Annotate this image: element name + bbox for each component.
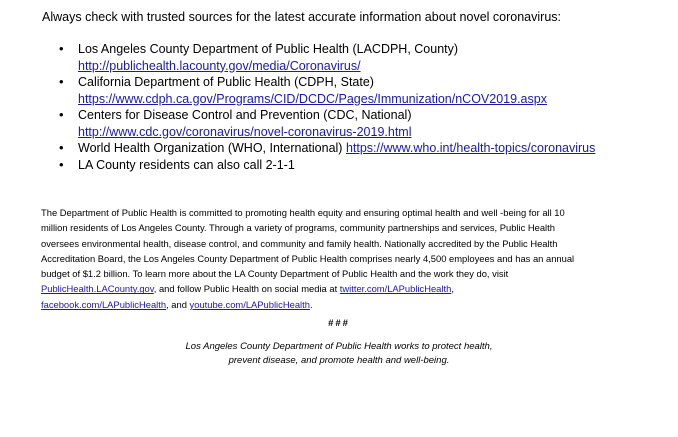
about-line (41, 297, 653, 312)
mission-tagline (0, 340, 678, 368)
about-text: , and (166, 298, 190, 310)
source-link-who[interactable]: https://www.who.int/health-topics/coronavirus (345, 141, 596, 155)
about-line: budget of $1.2 billion. To learn more about the LA County Department of Public Health and the work they do, visit (41, 268, 509, 280)
source-item-cdc (59, 107, 595, 140)
source-item-lacdph (59, 41, 595, 74)
about-line: Accreditation Board, the Los Angeles County Department of Public Health comprises nearly 4,500 employees and has an annual (41, 252, 575, 264)
source-link-cdph[interactable]: https://www.cdph.ca.gov/Programs/CID/DCDC/Pages/Immunization/nCOV2019.aspx (78, 91, 547, 106)
about-text: , (451, 283, 454, 295)
source-name: • Centers for Disease Control and Prevention (CDC, National) (78, 108, 412, 122)
about-line: oversees environmental health, disease control, and community and family health. Nationally accredited by the Public Health (41, 237, 558, 249)
source-name: • California Department of Public Health (CDPH, State) (78, 75, 374, 89)
about-text: . (309, 298, 313, 310)
tagline-line: Los Angeles County Department of Public Health works to protect health, (185, 341, 493, 352)
source-name: LA County residents can also call 2-1-1 (78, 157, 295, 172)
about-line: The Department of Public Health is committed to promoting health equity and ensuring optimal health and well -being for all 10 (41, 207, 565, 218)
about-text: , and follow Public Health on social media at (153, 283, 340, 295)
facebook-link[interactable]: facebook.com/LAPublicHealth (41, 298, 167, 310)
end-mark: ### (328, 318, 350, 329)
source-item-cdph (59, 74, 595, 107)
publichealth-site-link[interactable]: PublicHealth.LACounty.gov (41, 283, 154, 295)
tagline-line: prevent disease, and promote health and well-being. (228, 355, 450, 366)
about-line: million residents of Los Angeles County. Through a variety of programs, community partnerships and services, Public Health (41, 222, 555, 234)
source-name: • Los Angeles County Department of Public Health (LACDPH, County) (78, 42, 459, 56)
source-item-211 (59, 157, 595, 174)
trusted-sources-list (59, 41, 595, 173)
source-item-who (59, 140, 595, 157)
about-paragraph (41, 205, 653, 312)
twitter-link[interactable]: twitter.com/LAPublicHealth (339, 283, 452, 295)
intro-text: Always check with trusted sources for the latest accurate information about novel coronavirus: (42, 10, 562, 24)
source-link-lacdph[interactable]: http://publichealth.lacounty.gov/media/Coronavirus/ (78, 58, 361, 73)
about-line (41, 281, 653, 296)
youtube-link[interactable]: youtube.com/LAPublicHealth (189, 298, 310, 310)
source-link-cdc[interactable]: http://www.cdc.gov/coronavirus/novel-coronavirus-2019.html (78, 124, 412, 139)
source-name: World Health Organization (WHO, International) (78, 141, 343, 155)
